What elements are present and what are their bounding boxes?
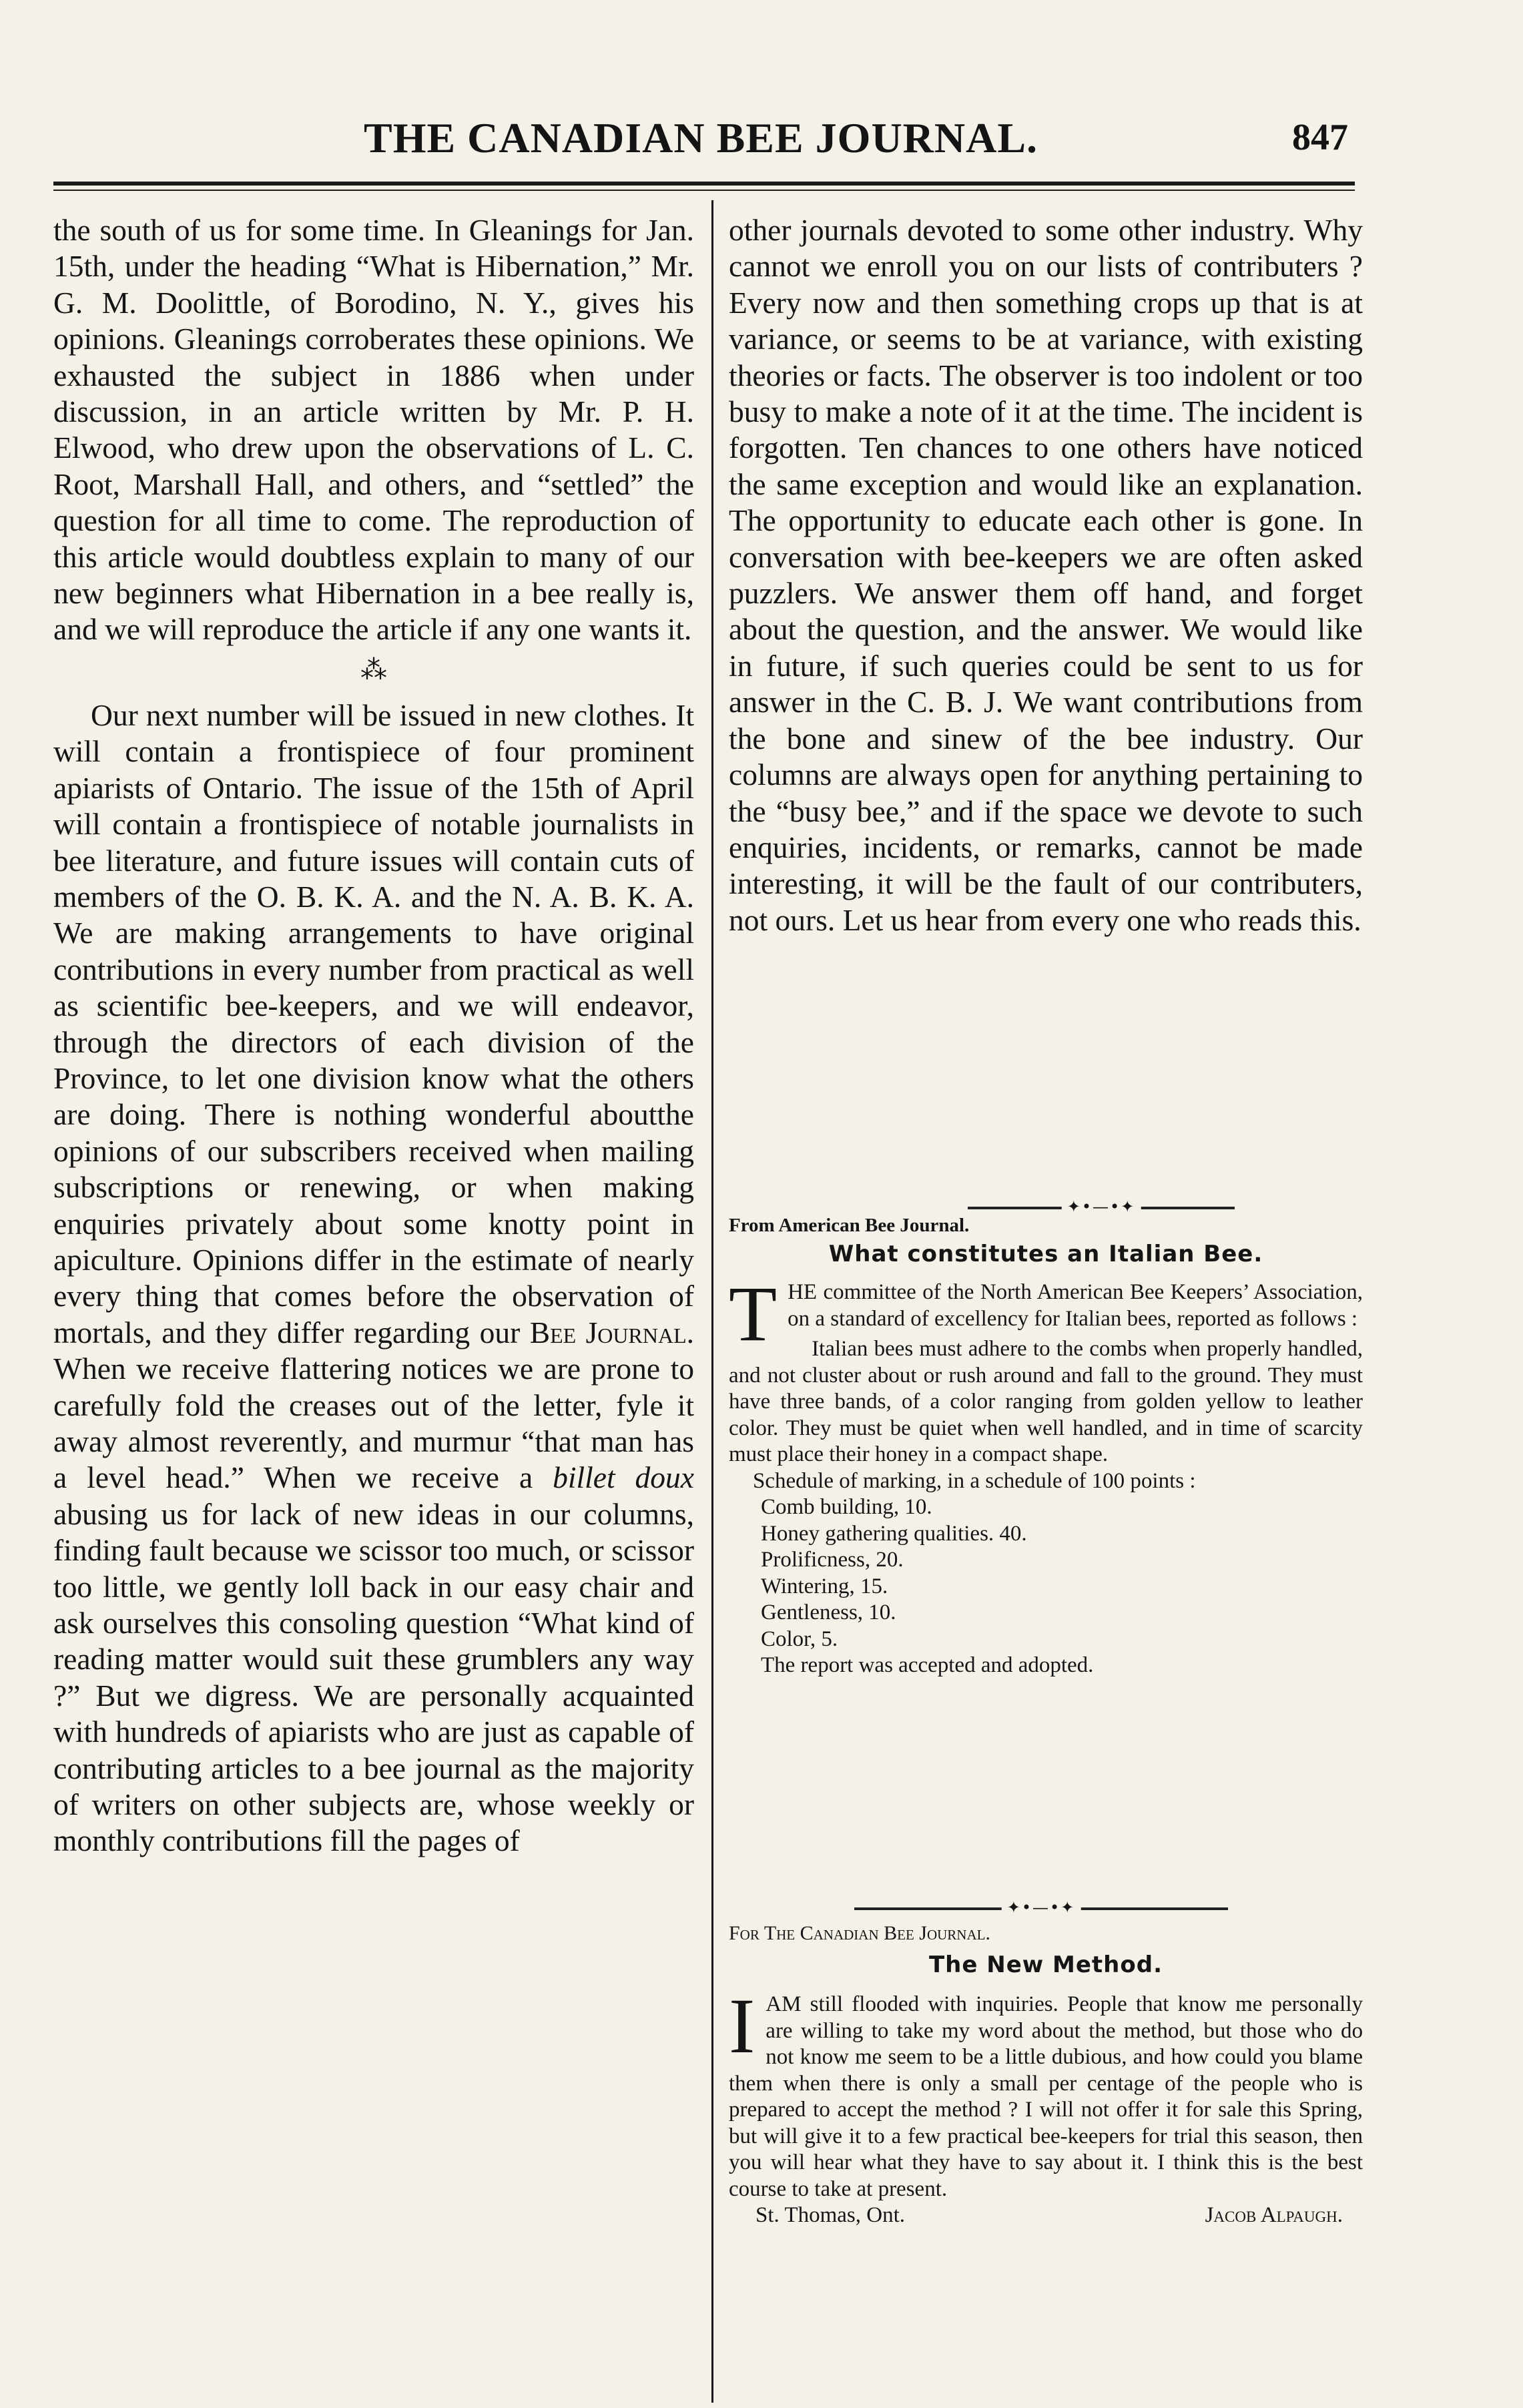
billet-doux-phrase: billet doux bbox=[553, 1460, 694, 1495]
schedule-item: Wintering, 15. bbox=[761, 1574, 888, 1598]
header-rule bbox=[53, 182, 1355, 186]
editorial-paragraph-new-clothes bbox=[53, 697, 694, 1859]
paragraph-text: . When we receive flattering notices we are prone to carefully fold the creases out of the letter, fyle it away almost reverently, and murmur “that man has a level head.” When we receive a bbox=[53, 1315, 694, 1495]
article-source: From American Bee Journal. bbox=[729, 1215, 970, 1236]
ornamental-divider bbox=[854, 1898, 1228, 1917]
article-new-method bbox=[729, 1922, 1363, 2229]
journal-title: THE CANADIAN BEE JOURNAL. bbox=[364, 114, 1038, 162]
drop-cap-letter: I bbox=[729, 1982, 755, 2070]
paragraph-text: Our next number will be issued in new clothes. It will contain a frontispiece of four prominent apiarists of Ontario. The issue of the 15th of April will contain a frontispiece of notable journalists in bee literature, and future issues will contain cuts of members of the O. B. K. A. and the N. A. B. K. A. We are making arrangements to have original contributions in every number from practical as well as scientific bee-keepers, and we will endeavor, through the directors of each division of the Province, to let one division know what the others are doing. There is nothing wonderful aboutthe opinions of our subscribers received when mailing subscriptions or renewing, or when making enquiries privately about some knotty point in apiculture. Opinions differ in the estimate of nearly every thing that comes before the observation of mortals, and they differ regarding our bbox=[53, 697, 694, 1349]
article-heading: The New Method. bbox=[928, 1951, 1163, 1978]
page-number: 847 bbox=[1292, 117, 1348, 158]
schedule-item: Prolificness, 20. bbox=[761, 1548, 904, 1572]
signature-row bbox=[729, 2202, 1363, 2229]
left-column bbox=[53, 212, 694, 2395]
body-text: AM still flooded with inquiries. People that know me personally are willing to take my word about the method, but those who do not know me seem to be a little dubious, and how could you blame them when there is only a small per centage of the people who is prepared to accept the method ? I will not offer it for sale this Spring, but will give it to a few practical bee-keepers for trial this season, then you will hear what they have to say about it. I think this is the best course to take at present. bbox=[729, 1992, 1363, 2201]
section-separator: ⁂ bbox=[360, 654, 387, 685]
page-header bbox=[53, 100, 1348, 167]
intro-text: HE committee of the North American Bee Keepers’ Association, on a standard of excellency for Italian bees, reported as follows : bbox=[788, 1280, 1363, 1331]
article-body bbox=[729, 1982, 1363, 2229]
schedule-item: Gentleness, 10. bbox=[761, 1600, 896, 1624]
right-column-editorial bbox=[729, 212, 1363, 938]
standard-paragraph: Italian bees must adhere to the combs when properly handled, and not cluster about or rush around and fall to the ground. They must have three bands, of a color ranging from golden yellow to leather color. They must be quiet when well handled, and in time of scarcity must place their honey in a compact shape. bbox=[729, 1337, 1363, 1466]
article-italian-bee bbox=[729, 1215, 1363, 1679]
paragraph-text: abusing us for lack of new ideas in our columns, finding fault because we scissor too much, or scissor too little, we gently loll back in our easy chair and ask ourselves this consoling question “What kind of reading matter would suit these grumblers any way ?” But we digress. We are personally acquainted with hundreds of apiarists who are just as capable of contributing articles to a bee journal as the majority of writers on other subjects are, whose weekly or monthly contributions fill the pages of bbox=[53, 1496, 694, 1858]
article-heading: What constitutes an Italian Bee. bbox=[828, 1241, 1263, 1267]
schedule-intro: Schedule of marking, in a schedule of 100 points : bbox=[753, 1468, 1196, 1493]
article-body bbox=[729, 1270, 1363, 1679]
article-intro bbox=[729, 1270, 1363, 1358]
closing-line: The report was accepted and adopted. bbox=[761, 1653, 1094, 1677]
schedule-list bbox=[729, 1494, 1363, 1679]
divider-ornament: ✦•—•✦ bbox=[1062, 1193, 1141, 1220]
article-paragraph bbox=[729, 1982, 1363, 2202]
schedule-item: Color, 5. bbox=[761, 1626, 838, 1651]
column-divider bbox=[711, 200, 713, 2403]
editorial-paragraph-contributions: other journals devoted to some other industry. Why cannot we enroll you on our lists of contributers ? Every now and then something crops up that is at variance, or seems to be at variance, with existing theories or facts. The observer is too indolent or too busy to make a note of it at the time. The incident is forgotten. Ten chances to one others have noticed the same exception and would like an explanation. The opportunity to educate each other is gone. In conversation with bee-keepers we are often asked puzzlers. We answer them off hand, and forget about the question, and the answer. We would like in future, if such queries could be sent to us for answer in the C. B. J. We want contributions from the bone and sinew of the bee industry. Our columns are always open for anything pertaining to the “busy bee,” and if the space we devote to such enquiries, incidents, or remarks, cannot be made interesting, it will be the fault of our contributers, not ours. Let us hear from every one who reads this. bbox=[729, 213, 1363, 937]
bee-journal-name: Bee Journal bbox=[529, 1315, 687, 1349]
schedule-item: Comb building, 10. bbox=[761, 1495, 932, 1519]
editorial-paragraph-hibernation: the south of us for some time. In Gleanings for Jan. 15th, under the heading “What is Hibernation,” Mr. G. M. Doolittle, of Borodino, N. Y., gives his opinions. Gleanings corroberates these opinions. We exhausted the subject in 1886 when under discussion, in an article written by Mr. P. H. Elwood, who drew upon the observations of L. C. Root, Marshall Hall, and others, and “settled” the question for all time to come. The reproduction of this article would doubtless explain to many of our new beginners what Hibernation in a bee really is, and we will reproduce the article if any one wants it. bbox=[53, 213, 694, 647]
ornamental-divider bbox=[968, 1197, 1235, 1216]
divider-ornament: ✦•—•✦ bbox=[1002, 1894, 1081, 1921]
signature-author: Jacob Alpaugh. bbox=[1205, 2203, 1343, 2227]
signature-place: St. Thomas, Ont. bbox=[755, 2203, 905, 2227]
drop-cap-letter: T bbox=[729, 1270, 778, 1358]
article-source: For The Canadian Bee Journal. bbox=[729, 1922, 990, 1944]
header-rule-thin bbox=[53, 190, 1355, 191]
schedule-item: Honey gathering qualities. 40. bbox=[761, 1521, 1027, 1546]
